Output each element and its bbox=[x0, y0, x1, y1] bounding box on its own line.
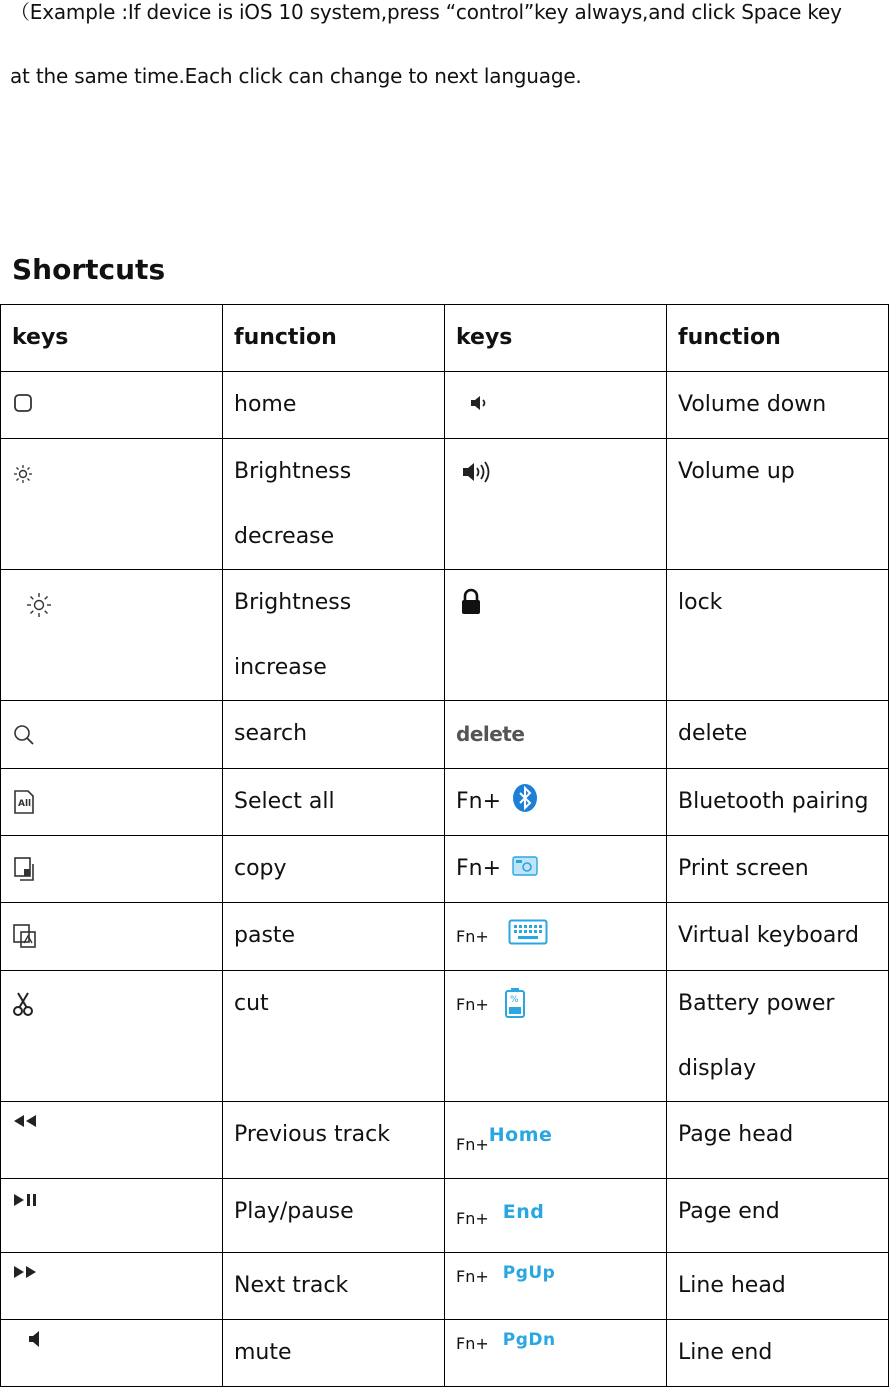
table-row bbox=[1, 439, 889, 570]
table-row bbox=[1, 1102, 889, 1179]
function-cell bbox=[223, 439, 445, 570]
svg-text:All: All bbox=[18, 799, 32, 809]
key-cell bbox=[445, 836, 667, 903]
search-icon bbox=[12, 723, 36, 747]
key-cell bbox=[445, 1253, 667, 1320]
table-row bbox=[1, 372, 889, 439]
header-keys-1: keys bbox=[1, 305, 223, 372]
fn-prefix: Fn+ bbox=[456, 995, 489, 1014]
table-row bbox=[1, 769, 889, 836]
fn-prefix: Fn+ bbox=[456, 927, 489, 946]
function-cell bbox=[667, 971, 889, 1102]
function-cell: Line head bbox=[667, 1253, 889, 1320]
header-function-2: function bbox=[667, 305, 889, 372]
function-cell: mute bbox=[223, 1320, 445, 1387]
previous-track-icon bbox=[12, 1114, 38, 1128]
function-line: decrease bbox=[234, 524, 335, 549]
section-heading: Shortcuts bbox=[12, 253, 166, 286]
table-row bbox=[1, 836, 889, 903]
pgup-key-label: PgUp bbox=[502, 1263, 556, 1283]
volume-up-icon bbox=[460, 459, 494, 485]
fn-combo bbox=[456, 1102, 552, 1178]
key-cell bbox=[1, 836, 223, 903]
fn-combo bbox=[456, 903, 548, 970]
function-cell: delete bbox=[667, 701, 889, 769]
key-cell bbox=[1, 701, 223, 769]
key-cell bbox=[1, 769, 223, 836]
fn-combo bbox=[456, 971, 526, 1038]
table-row bbox=[1, 1179, 889, 1253]
delete-key-label: delete bbox=[456, 722, 525, 746]
header-function-1: function bbox=[223, 305, 445, 372]
battery-icon bbox=[504, 987, 526, 1019]
key-cell bbox=[1, 439, 223, 570]
function-line: Brightness bbox=[234, 590, 352, 615]
function-cell: Page end bbox=[667, 1179, 889, 1253]
table-row bbox=[1, 701, 889, 769]
function-word: Battery bbox=[678, 991, 760, 1016]
intro-line-2: at the same time.Each click can change to next language. bbox=[10, 64, 582, 88]
function-cell: search bbox=[223, 701, 445, 769]
end-key-label: End bbox=[502, 1201, 545, 1223]
fn-combo bbox=[456, 1320, 556, 1364]
fn-prefix: Fn+ bbox=[456, 1267, 489, 1286]
function-cell: Next track bbox=[223, 1253, 445, 1320]
brightness-down-icon bbox=[12, 463, 34, 485]
key-cell bbox=[1, 1102, 223, 1179]
function-cell: Play/pause bbox=[223, 1179, 445, 1253]
table-row bbox=[1, 971, 889, 1102]
function-cell: lock bbox=[667, 570, 889, 701]
key-cell bbox=[1, 1253, 223, 1320]
function-cell: Volume down bbox=[667, 372, 889, 439]
table-row bbox=[1, 903, 889, 971]
key-cell bbox=[1, 903, 223, 971]
intro-line-1: （Example :If device is iOS 10 system,press “control”key always,and click Space key bbox=[10, 0, 842, 24]
next-track-icon bbox=[12, 1265, 38, 1279]
copy-icon bbox=[12, 856, 36, 882]
function-word: power bbox=[766, 991, 835, 1016]
volume-down-icon bbox=[468, 392, 490, 414]
key-cell bbox=[445, 1320, 667, 1387]
table-row bbox=[1, 1320, 889, 1387]
key-cell bbox=[445, 769, 667, 836]
key-cell bbox=[445, 570, 667, 701]
key-cell bbox=[1, 971, 223, 1102]
function-line bbox=[678, 971, 876, 1036]
lock-icon bbox=[460, 588, 482, 616]
pgdn-key-label: PgDn bbox=[502, 1330, 556, 1350]
function-cell: Virtual keyboard bbox=[667, 903, 889, 971]
key-cell bbox=[1, 372, 223, 439]
table-header-row bbox=[1, 305, 889, 372]
select-all-icon bbox=[12, 789, 36, 815]
key-cell bbox=[445, 439, 667, 570]
function-line: Brightness bbox=[234, 459, 352, 484]
scissors-icon bbox=[12, 991, 34, 1017]
table-row bbox=[1, 570, 889, 701]
key-cell bbox=[1, 1320, 223, 1387]
fn-prefix: Fn+ bbox=[456, 856, 502, 881]
mute-icon bbox=[28, 1330, 42, 1348]
key-cell bbox=[445, 903, 667, 971]
header-keys-2: keys bbox=[445, 305, 667, 372]
brightness-up-icon bbox=[26, 592, 52, 618]
fn-prefix: Fn+ bbox=[456, 789, 502, 814]
key-cell bbox=[445, 372, 667, 439]
function-cell: cut bbox=[223, 971, 445, 1102]
key-cell bbox=[1, 570, 223, 701]
function-cell: Select all bbox=[223, 769, 445, 836]
function-cell: Volume up bbox=[667, 439, 889, 570]
function-cell: Bluetooth pairing bbox=[667, 769, 889, 836]
key-cell bbox=[445, 971, 667, 1102]
svg-text:%: % bbox=[509, 995, 519, 1005]
fn-prefix: Fn+ bbox=[456, 1334, 489, 1353]
fn-combo bbox=[456, 769, 538, 835]
function-cell: paste bbox=[223, 903, 445, 971]
bluetooth-icon bbox=[512, 783, 538, 813]
function-cell: home bbox=[223, 372, 445, 439]
function-cell: Page head bbox=[667, 1102, 889, 1179]
function-cell bbox=[223, 570, 445, 701]
key-cell bbox=[1, 1179, 223, 1253]
fn-combo bbox=[456, 1253, 555, 1297]
key-cell bbox=[445, 1102, 667, 1179]
fn-combo bbox=[456, 1179, 544, 1252]
home-key-label: Home bbox=[488, 1124, 553, 1146]
table-row bbox=[1, 1253, 889, 1320]
fn-combo bbox=[456, 836, 538, 902]
shortcuts-table bbox=[0, 304, 889, 1387]
function-line: display bbox=[678, 1056, 757, 1081]
print-screen-icon bbox=[512, 856, 538, 876]
function-cell: Line end bbox=[667, 1320, 889, 1387]
key-cell bbox=[445, 701, 667, 769]
function-cell: Print screen bbox=[667, 836, 889, 903]
fn-prefix: Fn+ bbox=[456, 1209, 489, 1228]
fn-prefix: Fn+ bbox=[456, 1135, 489, 1154]
function-cell: copy bbox=[223, 836, 445, 903]
key-cell bbox=[445, 1179, 667, 1253]
play-pause-icon bbox=[12, 1193, 38, 1207]
function-line: increase bbox=[234, 655, 327, 680]
virtual-keyboard-icon bbox=[508, 919, 548, 945]
function-cell: Previous track bbox=[223, 1102, 445, 1179]
home-square-icon bbox=[12, 392, 34, 414]
paste-icon bbox=[12, 923, 38, 949]
